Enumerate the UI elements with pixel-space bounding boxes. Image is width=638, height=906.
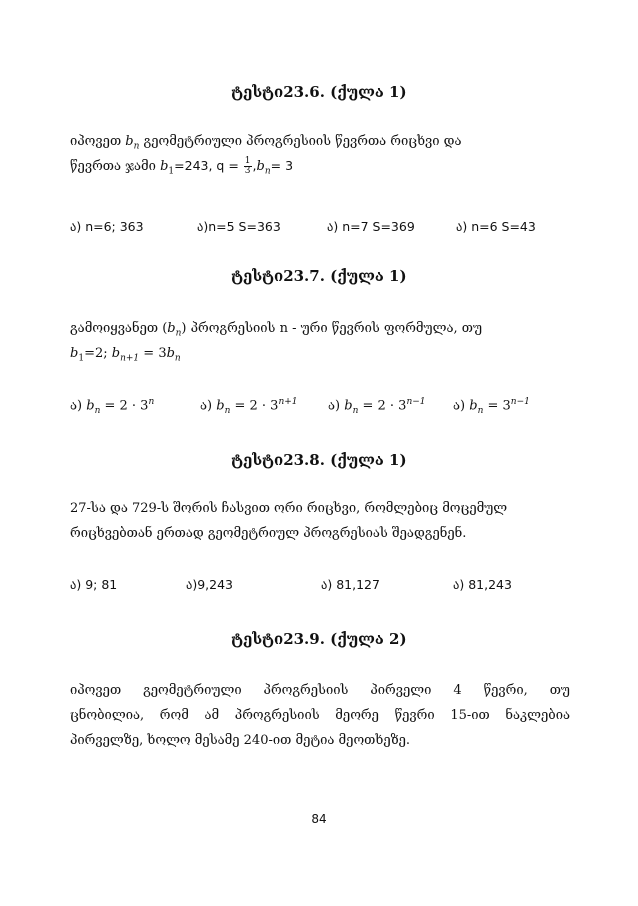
test-23-6-text-line-1: იპოვეთ $b_n$ გეომეტრიული პროგრესიის წევრთა რიცხვი და [70, 134, 462, 152]
test-23-8-option-4: ა) 81,243 [453, 577, 512, 592]
test-23-7-option-4: ა) $b_n = 3^{n-1}$ [453, 397, 530, 416]
test-23-8-option-1: ა) 9; 81 [70, 577, 118, 592]
test-23-6-option-4: ა) n=6 S=43 [456, 219, 536, 234]
test-23-8-text-line-2: რიცხვებთან ერთად გეომეტრიულ პროგრესიას შეადგენენ. [70, 526, 467, 541]
test-23-7-option-3: ა) $b_n = 2 \cdot 3^{n-1}$ [328, 397, 426, 416]
test-23-7-option-2: ა) $b_n = 2 \cdot 3^{n+1}$ [200, 397, 298, 416]
test-23-8-option-2: ა)9,243 [186, 577, 234, 592]
page-number: 84 [311, 812, 327, 826]
test-23-8-title: ტესტი23.8. (ქულა 1) [231, 451, 407, 469]
fraction-one-third: $\frac{1}{3}$ [244, 156, 251, 176]
test-23-6-option-1: ა) n=6; 363 [70, 219, 144, 234]
test-23-9-text-line-2: ცნობილია, რომ ამ პროგრესიის მეორე წევრი 15-ით ნაკლებია [70, 708, 570, 723]
test-23-9-title: ტესტი23.9. (ქულა 2) [231, 630, 407, 648]
test-23-8-option-3: ა) 81,127 [321, 577, 380, 592]
test-23-8-text-line-1: 27-სა და 729-ს შორის ჩასვით ორი რიცხვი, რომლებიც მოცემულ [70, 501, 508, 516]
test-23-7-text-line-1: გამოიყვანეთ $(b_n)$ პროგრესიის n - ური წევრის ფორმულა, თუ [70, 321, 483, 339]
test-23-6-text-line-2: წევრთა ჯამი $b_1=243$, q = $\frac{1}{3}$ $,b_n= 3$ [70, 156, 294, 177]
test-23-9-text-line-1: იპოვეთ გეომეტრიული პროგრესიის პირველი 4 წევრი, თუ [70, 683, 570, 698]
test-23-9-text-line-3: პირველზე, ხოლო მესამე 240-ით მეტია მეოთხეზე. [70, 733, 411, 748]
test-23-6-title: ტესტი23.6. (ქულა 1) [231, 83, 407, 101]
test-23-7-option-1: ა) $b_n = 2 \cdot 3^n$ [70, 397, 155, 416]
test-23-7-text-line-2: $b_1=2$; $b_{n+1} = 3b_n$ [70, 346, 181, 364]
test-23-6-option-3: ა) n=7 S=369 [327, 219, 415, 234]
test-23-6-option-2: ა)n=5 S=363 [197, 219, 281, 234]
test-23-7-title: ტესტი23.7. (ქულა 1) [231, 267, 407, 285]
